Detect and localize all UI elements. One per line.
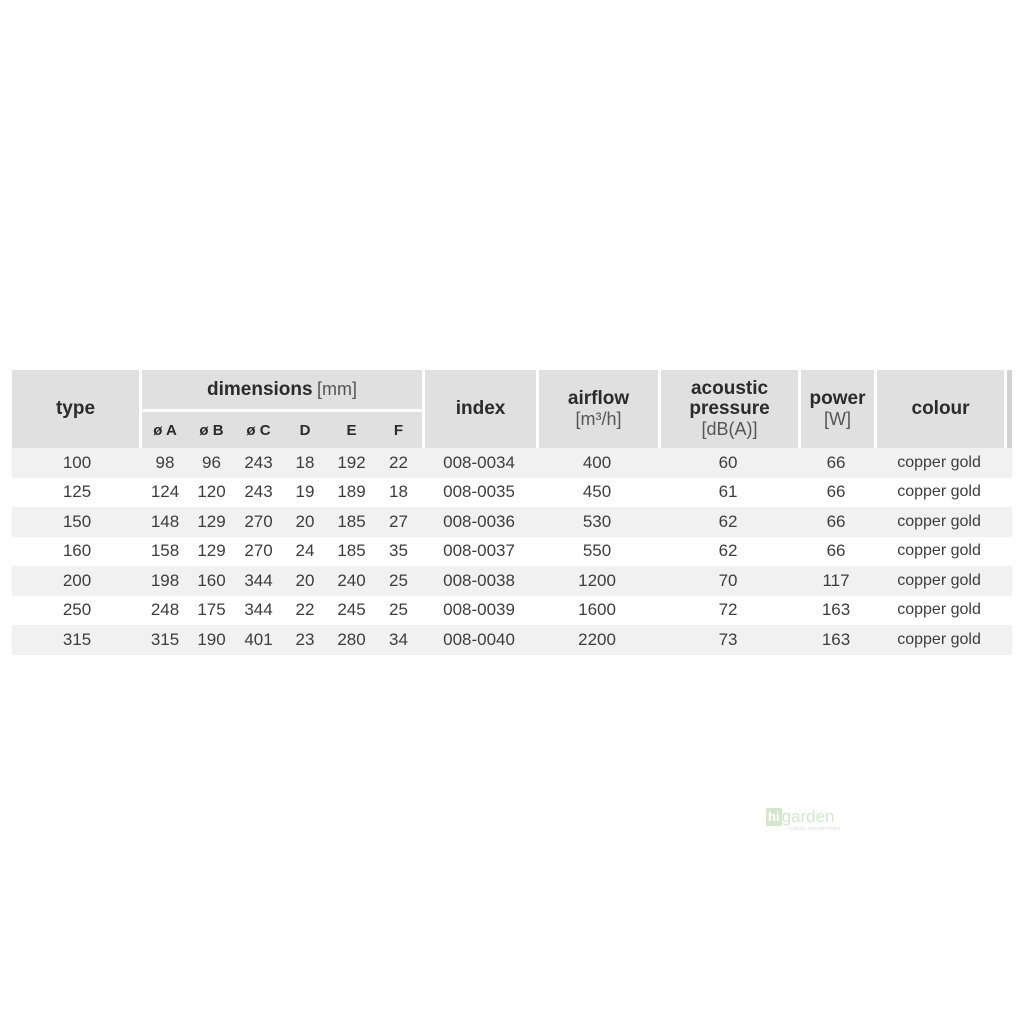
cell-dim-c: 401 [235, 625, 282, 655]
cell-dim-c: 270 [235, 507, 282, 537]
cell-edge [1004, 478, 1012, 508]
cell-dim-a: 315 [142, 625, 188, 655]
cell-dim-e: 185 [328, 507, 375, 537]
cell-dim-f: 25 [375, 596, 422, 626]
cell-type: 160 [12, 537, 142, 567]
header-acoustic-unit: [dB(A)] [701, 419, 758, 439]
table-row [12, 537, 1012, 567]
cell-dim-c: 344 [235, 596, 282, 626]
cell-dim-d: 24 [282, 537, 328, 567]
cell-edge [1004, 596, 1012, 626]
cell-type: 150 [12, 507, 142, 537]
cell-dim-e: 185 [328, 537, 375, 567]
cell-colour: copper gold [874, 507, 1004, 537]
cell-airflow: 550 [536, 537, 658, 567]
cell-airflow: 400 [536, 448, 658, 478]
cell-acoustic: 72 [658, 596, 798, 626]
cell-acoustic: 62 [658, 537, 798, 567]
cell-dim-d: 19 [282, 478, 328, 508]
cell-dim-e: 189 [328, 478, 375, 508]
header-power-label: power [809, 388, 866, 409]
cell-edge [1004, 448, 1012, 478]
header-type: type [12, 370, 142, 448]
cell-power: 66 [798, 537, 874, 567]
table-row [12, 596, 1012, 626]
cell-power: 117 [798, 566, 874, 596]
header-dim-e: E [328, 412, 375, 448]
header-acoustic-label-1: acoustic [690, 378, 769, 399]
header-colour: colour [874, 370, 1004, 448]
header-index: index [422, 370, 536, 448]
cell-dim-b: 96 [188, 448, 235, 478]
cell-power: 66 [798, 448, 874, 478]
cell-type: 100 [12, 448, 142, 478]
header-dim-f: F [375, 412, 422, 448]
cell-dim-d: 20 [282, 507, 328, 537]
cell-colour: copper gold [874, 537, 1004, 567]
cell-dim-a: 248 [142, 596, 188, 626]
cell-edge [1004, 625, 1012, 655]
cell-dim-f: 27 [375, 507, 422, 537]
header-power [798, 370, 874, 448]
table-row [12, 566, 1012, 596]
header-airflow-unit: [m³/h] [575, 409, 622, 429]
cell-dim-a: 98 [142, 448, 188, 478]
cell-edge [1004, 566, 1012, 596]
cell-power: 163 [798, 596, 874, 626]
cell-acoustic: 62 [658, 507, 798, 537]
cell-airflow: 450 [536, 478, 658, 508]
header-dimensions-unit: [mm] [317, 378, 358, 399]
cell-edge [1004, 537, 1012, 567]
cell-colour: copper gold [874, 448, 1004, 478]
cell-power: 66 [798, 478, 874, 508]
header-airflow [536, 370, 658, 448]
header-dimensions-label: dimensions [207, 378, 313, 400]
cell-dim-a: 124 [142, 478, 188, 508]
cell-dim-d: 23 [282, 625, 328, 655]
header-acoustic-pressure [658, 370, 798, 448]
header-acoustic-label-2: pressure [689, 398, 770, 419]
higarden-watermark [766, 808, 840, 838]
cell-dim-a: 158 [142, 537, 188, 567]
cell-dim-c: 270 [235, 537, 282, 567]
cell-type: 315 [12, 625, 142, 655]
cell-type: 125 [12, 478, 142, 508]
cell-dim-d: 18 [282, 448, 328, 478]
cell-dim-b: 129 [188, 537, 235, 567]
cell-dim-f: 22 [375, 448, 422, 478]
cell-index: 008-0035 [422, 478, 536, 508]
cell-dim-c: 344 [235, 566, 282, 596]
cell-type: 200 [12, 566, 142, 596]
cell-dim-f: 18 [375, 478, 422, 508]
header-airflow-label: airflow [567, 388, 630, 409]
cell-dim-f: 34 [375, 625, 422, 655]
watermark-garden-text: garden [781, 807, 835, 826]
watermark-hi-badge: hi [768, 809, 780, 824]
cell-dim-d: 22 [282, 596, 328, 626]
header-dim-a: ø A [142, 412, 188, 448]
cell-dim-c: 243 [235, 478, 282, 508]
cell-edge [1004, 507, 1012, 537]
cell-dim-e: 245 [328, 596, 375, 626]
cell-colour: copper gold [874, 478, 1004, 508]
spec-table-body [12, 448, 1012, 655]
cell-dim-a: 198 [142, 566, 188, 596]
cell-dim-a: 148 [142, 507, 188, 537]
cell-index: 008-0037 [422, 537, 536, 567]
table-row [12, 507, 1012, 537]
cell-index: 008-0040 [422, 625, 536, 655]
watermark-tagline: radość ogrodnictwa [788, 826, 841, 832]
cell-airflow: 530 [536, 507, 658, 537]
cell-index: 008-0039 [422, 596, 536, 626]
cell-dim-e: 192 [328, 448, 375, 478]
cell-dim-b: 160 [188, 566, 235, 596]
cell-dim-b: 175 [188, 596, 235, 626]
cell-acoustic: 60 [658, 448, 798, 478]
cell-dim-d: 20 [282, 566, 328, 596]
cell-colour: copper gold [874, 625, 1004, 655]
header-dimensions [142, 370, 422, 412]
cell-acoustic: 70 [658, 566, 798, 596]
header-dim-d: D [282, 412, 328, 448]
cell-type: 250 [12, 596, 142, 626]
cell-power: 66 [798, 507, 874, 537]
spec-table [12, 370, 1012, 655]
cell-index: 008-0034 [422, 448, 536, 478]
cell-colour: copper gold [874, 596, 1004, 626]
table-row [12, 448, 1012, 478]
table-row [12, 478, 1012, 508]
cell-acoustic: 61 [658, 478, 798, 508]
cell-dim-f: 25 [375, 566, 422, 596]
header-power-unit: [W] [824, 409, 852, 429]
header-edge [1004, 370, 1012, 448]
header-dim-c: ø C [235, 412, 282, 448]
cell-dim-e: 240 [328, 566, 375, 596]
cell-colour: copper gold [874, 566, 1004, 596]
cell-dim-c: 243 [235, 448, 282, 478]
cell-acoustic: 73 [658, 625, 798, 655]
cell-dim-f: 35 [375, 537, 422, 567]
cell-index: 008-0036 [422, 507, 536, 537]
cell-dim-b: 190 [188, 625, 235, 655]
cell-dim-b: 129 [188, 507, 235, 537]
cell-airflow: 2200 [536, 625, 658, 655]
cell-dim-b: 120 [188, 478, 235, 508]
cell-index: 008-0038 [422, 566, 536, 596]
cell-airflow: 1600 [536, 596, 658, 626]
cell-airflow: 1200 [536, 566, 658, 596]
cell-dim-e: 280 [328, 625, 375, 655]
cell-power: 163 [798, 625, 874, 655]
header-dim-b: ø B [188, 412, 235, 448]
table-row [12, 625, 1012, 655]
